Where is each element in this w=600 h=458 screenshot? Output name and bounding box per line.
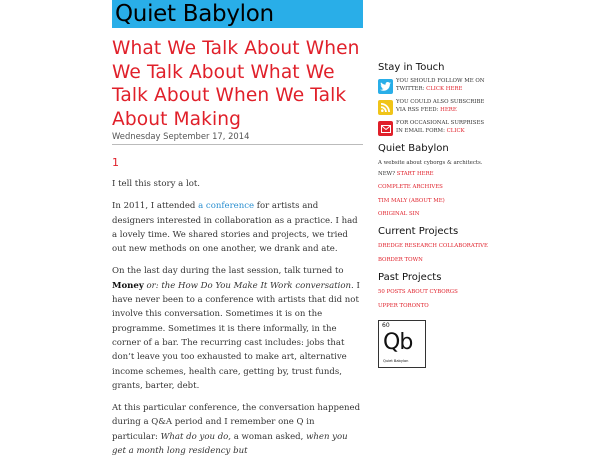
paragraph-3 bbox=[112, 264, 363, 393]
qb-logo[interactable] bbox=[378, 320, 426, 368]
paragraph-4-text-a: At this particular conference, the conversation happened during a Q&A period and I remember one Q in particular: bbox=[112, 403, 361, 442]
twitter-icon[interactable] bbox=[378, 79, 393, 94]
logo-number: 60 bbox=[382, 322, 390, 329]
touch-row-rss bbox=[378, 99, 488, 115]
paragraph-1-text: I tell this story a lot. bbox=[112, 179, 200, 189]
email-text bbox=[396, 120, 488, 135]
dredge-research-link[interactable]: DREDGE RESEARCH COLLABORATIVE bbox=[378, 243, 488, 249]
past-projects-links bbox=[378, 286, 498, 313]
rss-link[interactable]: HERE bbox=[440, 106, 457, 113]
paragraph-3-italic: or: the How Do You Make It Work conversation bbox=[143, 280, 352, 291]
stay-in-touch bbox=[378, 62, 488, 136]
paragraph-4 bbox=[112, 401, 363, 458]
email-link[interactable]: CLICK bbox=[446, 127, 465, 134]
rss-icon[interactable] bbox=[378, 100, 393, 115]
paragraph-2 bbox=[112, 199, 363, 256]
current-projects-title: Current Projects bbox=[378, 226, 459, 237]
post-title[interactable]: What We Talk About When We Talk About What We Talk About When We Talk About Making bbox=[112, 38, 360, 130]
paragraph-3-bold: Money bbox=[112, 280, 144, 291]
twitter-text bbox=[396, 78, 488, 93]
post-body bbox=[112, 177, 363, 458]
fifty-posts-link[interactable]: 50 POSTS ABOUT CYBORGS bbox=[378, 289, 458, 295]
complete-archives-link[interactable]: COMPLETE ARCHIVES bbox=[378, 184, 443, 191]
rss-text bbox=[396, 99, 488, 114]
paragraph-3-text-b: . I have never been to a conference with artists that did not involve this conversation. Sometimes it is on the programme. Sometimes it is there informally, in the corner of a bar. The recurring cast includes: jobs that don’t leave you too exhausted to make art, alternative income schemes, health care, getting by, trust funds, grants, barter, debt. bbox=[112, 280, 360, 391]
touch-row-twitter bbox=[378, 78, 488, 94]
about-title: Quiet Babylon bbox=[378, 143, 449, 154]
about-section bbox=[378, 143, 488, 222]
logo-caption: Quiet Babylon bbox=[383, 359, 409, 363]
logo-letters: Qb bbox=[383, 330, 413, 355]
past-projects-title: Past Projects bbox=[378, 272, 442, 283]
paragraph-2-text-a: In 2011, I attended bbox=[112, 201, 199, 212]
past-projects bbox=[378, 272, 498, 313]
paragraph-2-text-b: for artists and designers interested in collaboration as a practice. I had a lovely time. We shared stories and projects, we tried out new methods on one another, we drank and ate. bbox=[112, 201, 358, 255]
touch-row-email bbox=[378, 120, 488, 136]
upper-toronto-link[interactable]: UPPER TORONTO bbox=[378, 302, 429, 309]
main-column bbox=[112, 0, 363, 458]
section-heading: 1 bbox=[112, 156, 119, 169]
new-prefix: NEW? bbox=[378, 170, 397, 177]
masthead[interactable] bbox=[112, 0, 363, 28]
email-label: FOR OCCASIONAL SURPRISES IN EMAIL FORM: bbox=[396, 120, 485, 134]
twitter-link[interactable]: CLICK HERE bbox=[426, 85, 463, 92]
about-description: A website about cyborgs & architects. bbox=[378, 160, 483, 166]
email-icon[interactable] bbox=[378, 121, 393, 136]
about-me-link[interactable]: TIM MALY (ABOUT ME) bbox=[378, 197, 445, 204]
rss-label: YOU COULD ALSO SUBSCRIBE VIA RSS FEED: bbox=[396, 99, 485, 113]
current-projects bbox=[378, 226, 498, 267]
paragraph-3-text-a: On the last day during the last session, talk turned to bbox=[112, 266, 344, 277]
current-projects-links bbox=[378, 240, 498, 267]
conference-link[interactable]: a conference bbox=[198, 201, 255, 212]
paragraph-4-italic-2: when you get a month long residency but bbox=[112, 431, 348, 457]
paragraph-1 bbox=[112, 177, 363, 191]
site-title[interactable]: Quiet Babylon bbox=[115, 1, 274, 27]
new-start-here bbox=[378, 168, 488, 182]
start-here-link[interactable]: START HERE bbox=[396, 170, 434, 177]
twitter-label: YOU SHOULD FOLLOW ME ON TWITTER: bbox=[396, 78, 485, 92]
paragraph-4-italic-1: What do you do, bbox=[160, 431, 232, 442]
post-date: Wednesday September 17, 2014 bbox=[112, 131, 363, 145]
stay-in-touch-title: Stay in Touch bbox=[378, 62, 445, 73]
original-sin-link[interactable]: ORIGINAL SIN bbox=[378, 211, 420, 218]
border-town-link[interactable]: BORDER TOWN bbox=[378, 256, 423, 263]
paragraph-4-text-b: a woman asked, bbox=[231, 431, 307, 442]
